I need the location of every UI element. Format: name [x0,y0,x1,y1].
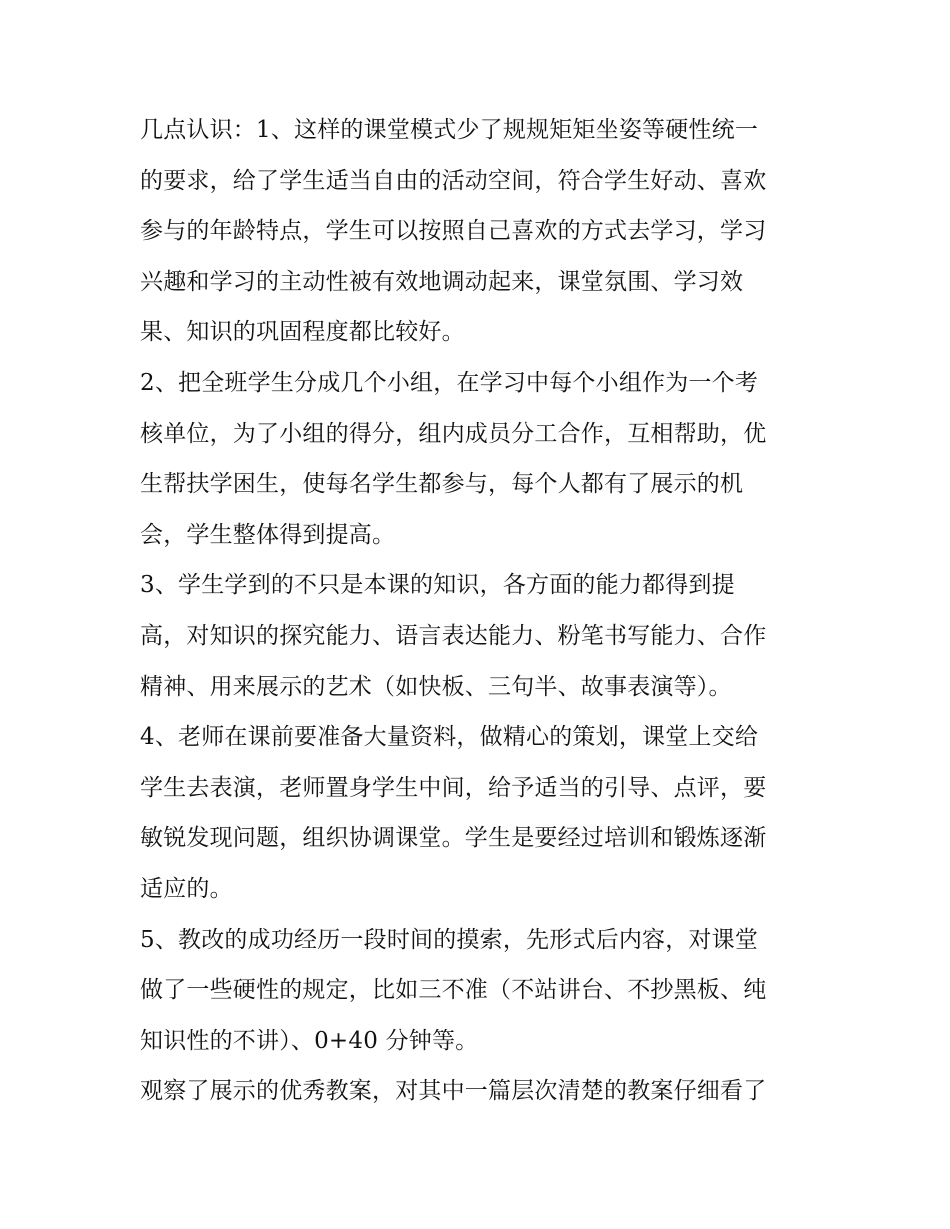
text-line: 5、教改的成功经历一段时间的摸索，先形式后内容，对课堂 [140,926,759,953]
text-line: 知识性的不讲）、0+40 分钟等。 [140,1027,479,1054]
text-line: 参与的年龄特点，学生可以按照自己喜欢的方式去学习，学习 [140,218,767,245]
text-line: 4、老师在课前要准备大量资料，做精心的策划，课堂上交给 [140,724,759,751]
text-line: 核单位，为了小组的得分，组内成员分工合作，互相帮助，优 [140,420,767,447]
text-line: 做了一些硬性的规定，比如三不准（不站讲台、不抄黑板、纯 [140,977,767,1004]
text-line: 会，学生整体得到提高。 [140,521,396,548]
text-line: 敏锐发现问题，组织协调课堂。学生是要经过培训和锻炼逐渐 [140,825,767,852]
text-line: 精神、用来展示的艺术（如快板、三句半、故事表演等）。 [140,673,732,700]
text-line: 观察了展示的优秀教案，对其中一篇层次清楚的教案仔细看了 [140,1078,767,1105]
text-line: 2、把全班学生分成几个小组，在学习中每个小组作为一个考 [140,369,759,396]
text-line: 学生去表演，老师置身学生中间，给予适当的引导、点评，要 [140,774,767,801]
text-line: 几点认识：1、这样的课堂模式少了规规矩矩坐姿等硬性统一 [140,117,759,143]
text-line: 3、学生学到的不只是本课的知识，各方面的能力都得到提 [140,572,735,599]
document-body [140,105,820,1117]
text-line: 生帮扶学困生，使每名学生都参与，每个人都有了展示的机 [140,471,744,498]
text-line: 适应的。 [140,875,233,902]
text-line: 果、知识的巩固程度都比较好。 [140,319,465,346]
text-line: 的要求，给了学生适当自由的活动空间，符合学生好动、喜欢 [140,167,767,194]
text-line: 兴趣和学习的主动性被有效地调动起来，课堂氛围、学习效 [140,268,744,295]
text-line: 高，对知识的探究能力、语言表达能力、粉笔书写能力、合作 [140,622,767,649]
